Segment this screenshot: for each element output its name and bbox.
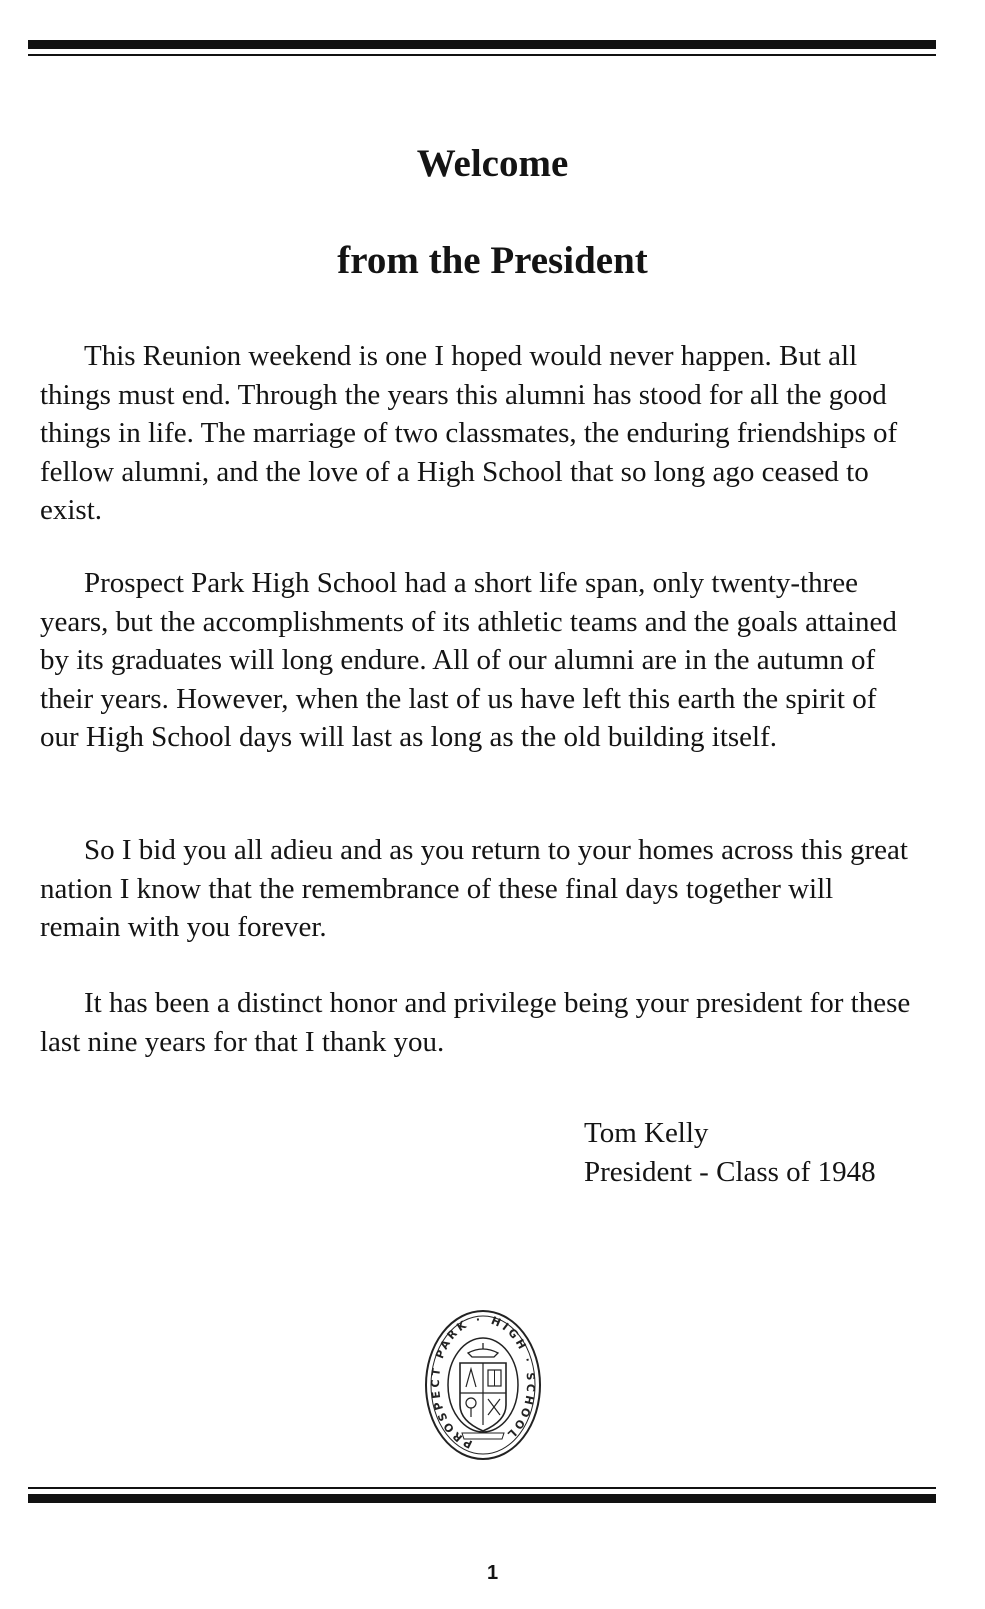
signature-title: President - Class of 1948 bbox=[584, 1155, 876, 1188]
bottom-rule-thin bbox=[28, 1487, 936, 1489]
paragraph-3 bbox=[40, 831, 920, 947]
heading-from-the-president: from the President bbox=[337, 239, 648, 282]
signature-name: Tom Kelly bbox=[584, 1117, 709, 1149]
paragraph-2 bbox=[40, 564, 920, 757]
paragraph-4 bbox=[40, 984, 920, 1061]
seal-text: PROSPECT PARK · HIGH · SCHOOL bbox=[428, 1312, 538, 1451]
paragraph-2-text: Prospect Park High School had a short life span, only twenty-three years, but the accomplishments of its athletic teams and the goals attained by its graduates will long endure. All of our alumni are in the autumn of their years. However, when the last of us have left this earth the spirit of our High School days will last as long as the old building itself. bbox=[40, 567, 897, 753]
bottom-rule-thick bbox=[28, 1494, 936, 1503]
heading-welcome: Welcome bbox=[416, 142, 569, 185]
paragraph-1-text: This Reunion weekend is one I hoped would never happen. But all things must end. Through the years this alumni has stood for all the good things in life. The marriage of two classmates, the enduring friendships of fellow alumni, and the love of a High School that so long ago ceased to exist. bbox=[40, 340, 898, 526]
top-rule-thin bbox=[28, 54, 936, 56]
top-rule-thick bbox=[28, 40, 936, 49]
page-number: 1 bbox=[486, 1562, 499, 1584]
signature-block bbox=[584, 1114, 876, 1191]
paragraph-3-text: So I bid you all adieu and as you return to your homes across this great nation I know that the remembrance of these final days together will remain with you forever. bbox=[40, 834, 908, 943]
school-seal-icon bbox=[424, 1309, 542, 1461]
paragraph-4-text: It has been a distinct honor and privilege being your president for these last nine years for that I thank you. bbox=[40, 987, 911, 1058]
paragraph-1 bbox=[40, 337, 920, 530]
